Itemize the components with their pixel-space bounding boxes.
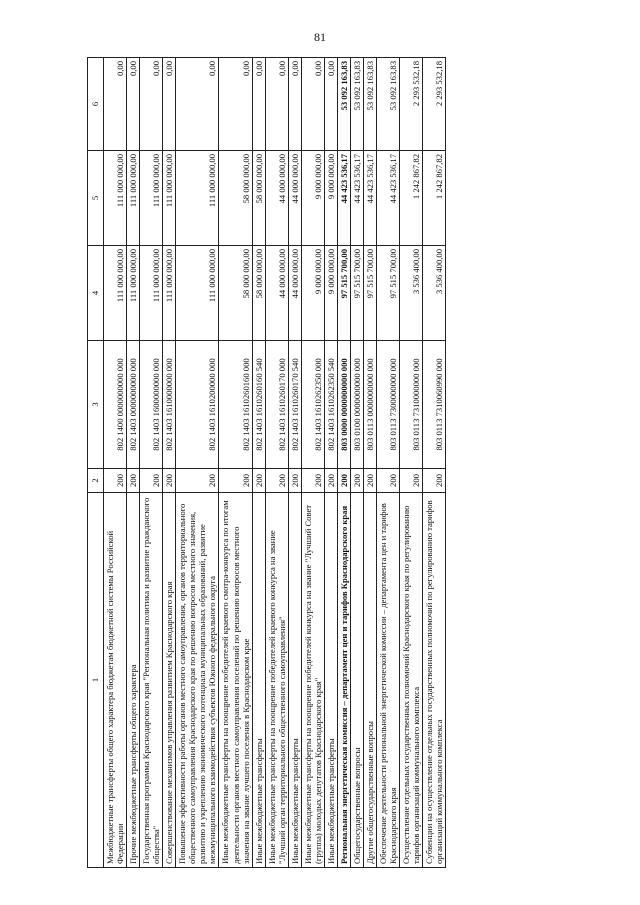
row-approved: 44 000 000,00 <box>265 246 288 341</box>
col-header-5: 5 <box>88 151 104 246</box>
row-approved: 97 515 700,00 <box>337 246 350 341</box>
row-approved: 97 515 700,00 <box>350 246 363 341</box>
row-remaining: 0,00 <box>324 58 337 151</box>
table-row <box>163 58 176 868</box>
row-name: Субвенции на осуществление отдельных государственных полномочий по регулированию тарифов организаций коммунального комплекса <box>423 493 446 868</box>
row-name: Общегосударственные вопросы <box>350 493 363 868</box>
row-name: Иные межбюджетные трансферты на поощрение победителей конкурса на звание "Лучший Совет (группа) молодых депутатов Краснодарского края" <box>301 493 324 868</box>
row-remaining: 53 092 163,83 <box>337 58 350 151</box>
row-name: Совершенствование механизмов управления развитием Краснодарского края <box>163 493 176 868</box>
table-row <box>127 58 140 868</box>
row-remaining: 53 092 163,83 <box>350 58 363 151</box>
page-number: 81 <box>314 30 326 44</box>
row-approved: 3 536 400,00 <box>423 246 446 341</box>
rotated-table-wrapper <box>87 58 552 868</box>
row-approved: 111 000 000,00 <box>104 246 127 341</box>
row-approved: 9 000 000,00 <box>324 246 337 341</box>
row-remaining: 0,00 <box>265 58 288 151</box>
row-executed: 1 242 867,82 <box>400 151 423 246</box>
row-kbk: 802 1403 1610260170 000 <box>265 341 288 469</box>
table-row <box>219 58 252 868</box>
row-code: 200 <box>364 469 377 493</box>
row-name: Региональная энергетическая комиссия – департамент цен и тарифов Краснодарского края <box>337 493 350 868</box>
row-executed: 44 000 000,00 <box>288 151 301 246</box>
row-executed: 44 423 536,17 <box>364 151 377 246</box>
table-row <box>377 58 400 868</box>
row-remaining: 0,00 <box>140 58 163 151</box>
table-row <box>301 58 324 868</box>
row-name: Межбюджетные трансферты общего характера бюджетам бюджетной системы Российской Федерации <box>104 493 127 868</box>
row-code: 200 <box>400 469 423 493</box>
row-executed: 9 000 000,00 <box>301 151 324 246</box>
row-name: Иные межбюджетные трансферты <box>252 493 265 868</box>
col-header-4: 4 <box>88 246 104 341</box>
row-code: 200 <box>127 469 140 493</box>
row-executed: 1 242 867,82 <box>423 151 446 246</box>
row-executed: 44 423 536,17 <box>377 151 400 246</box>
row-kbk: 802 1400 0000000000 000 <box>104 341 127 469</box>
header-row <box>88 58 104 868</box>
row-name: Иные межбюджетные трансферты <box>288 493 301 868</box>
row-remaining: 53 092 163,83 <box>377 58 400 151</box>
row-name: Прочие межбюджетные трансферты общего характера <box>127 493 140 868</box>
row-name: Иные межбюджетные трансферты на поощрение победителей краевого смотра-конкурса по итогам деятельности органов местного самоуправления поселений по решению вопросов местного значения на звание лучшего поселения в Краснодарском крае <box>219 493 252 868</box>
row-kbk: 803 0000 0000000000 000 <box>337 341 350 469</box>
row-executed: 111 000 000,00 <box>140 151 163 246</box>
row-code: 200 <box>324 469 337 493</box>
row-executed: 111 000 000,00 <box>127 151 140 246</box>
row-kbk: 803 0100 0000000000 000 <box>350 341 363 469</box>
row-approved: 58 000 000,00 <box>219 246 252 341</box>
row-executed: 111 000 000,00 <box>104 151 127 246</box>
row-remaining: 0,00 <box>163 58 176 151</box>
table-row <box>140 58 163 868</box>
row-remaining: 2 293 532,18 <box>400 58 423 151</box>
table-row <box>104 58 127 868</box>
row-remaining: 0,00 <box>288 58 301 151</box>
table-row <box>265 58 288 868</box>
row-approved: 111 000 000,00 <box>140 246 163 341</box>
row-code: 200 <box>104 469 127 493</box>
row-approved: 44 000 000,00 <box>288 246 301 341</box>
row-code: 200 <box>301 469 324 493</box>
row-kbk: 802 1403 1610000000 000 <box>163 341 176 469</box>
row-code: 200 <box>288 469 301 493</box>
row-approved: 111 000 000,00 <box>127 246 140 341</box>
row-code: 200 <box>350 469 363 493</box>
col-header-3: 3 <box>88 341 104 469</box>
row-executed: 111 000 000,00 <box>176 151 219 246</box>
row-kbk: 803 0113 7310060990 000 <box>423 341 446 469</box>
table-row <box>176 58 219 868</box>
row-executed: 44 423 536,17 <box>337 151 350 246</box>
row-approved: 97 515 700,00 <box>377 246 400 341</box>
row-approved: 97 515 700,00 <box>364 246 377 341</box>
row-executed: 111 000 000,00 <box>163 151 176 246</box>
row-kbk: 802 1403 1600000000 000 <box>140 341 163 469</box>
row-kbk: 803 0113 7310000000 000 <box>400 341 423 469</box>
row-remaining: 0,00 <box>219 58 252 151</box>
row-executed: 58 000 000,00 <box>219 151 252 246</box>
row-kbk: 802 1403 1610260160 000 <box>219 341 252 469</box>
row-executed: 44 423 536,17 <box>350 151 363 246</box>
table-row <box>324 58 337 868</box>
table-row <box>364 58 377 868</box>
row-kbk: 802 1403 1610262350 000 <box>301 341 324 469</box>
row-approved: 111 000 000,00 <box>176 246 219 341</box>
row-code: 200 <box>176 469 219 493</box>
row-code: 200 <box>140 469 163 493</box>
row-code: 200 <box>423 469 446 493</box>
table-row <box>337 58 350 868</box>
row-kbk: 802 1403 0000000000 000 <box>127 341 140 469</box>
col-header-6: 6 <box>88 58 104 151</box>
row-remaining: 0,00 <box>104 58 127 151</box>
row-approved: 9 000 000,00 <box>301 246 324 341</box>
row-kbk: 802 1403 1610200000 000 <box>176 341 219 469</box>
row-remaining: 53 092 163,83 <box>364 58 377 151</box>
table-row <box>252 58 265 868</box>
row-kbk: 802 1403 1610260170 540 <box>288 341 301 469</box>
table-row <box>288 58 301 868</box>
row-remaining: 2 293 532,18 <box>423 58 446 151</box>
table-row <box>350 58 363 868</box>
row-kbk: 802 1403 1610262350 540 <box>324 341 337 469</box>
row-code: 200 <box>163 469 176 493</box>
row-name: Осуществление отдельных государственных полномочий Краснодарского края по регулированию тарифов организаций коммунального комплекса <box>400 493 423 868</box>
row-kbk: 803 0113 0000000000 000 <box>364 341 377 469</box>
col-header-2: 2 <box>88 469 104 493</box>
row-code: 200 <box>337 469 350 493</box>
row-name: Другие общегосударственные вопросы <box>364 493 377 868</box>
row-name: Повышение эффективности работы органов местного самоуправления, органов территориального общественного самоуправления Краснодарского края по решению вопросов местного значения, развитию и укреплению экономического потенциала муниципальных образований, развитие межмуниципального взаимодействия субъектов Южного федерального округа <box>176 493 219 868</box>
table-row <box>423 58 446 868</box>
row-approved: 58 000 000,00 <box>252 246 265 341</box>
row-kbk: 802 1403 1610260160 540 <box>252 341 265 469</box>
col-header-1: 1 <box>88 493 104 868</box>
row-approved: 111 000 000,00 <box>163 246 176 341</box>
row-remaining: 0,00 <box>301 58 324 151</box>
row-executed: 58 000 000,00 <box>252 151 265 246</box>
row-name: Обеспечение деятельности региональной энергетической комиссии – департамента цен и тарифов Краснодарского края <box>377 493 400 868</box>
row-executed: 9 000 000,00 <box>324 151 337 246</box>
row-name: Государственная программа Краснодарского края "Региональная политика и развитие гражданского общества" <box>140 493 163 868</box>
row-code: 200 <box>252 469 265 493</box>
row-remaining: 0,00 <box>252 58 265 151</box>
budget-table <box>87 57 446 868</box>
row-kbk: 803 0113 7300000000 000 <box>377 341 400 469</box>
row-code: 200 <box>219 469 252 493</box>
row-remaining: 0,00 <box>176 58 219 151</box>
table-body <box>104 58 446 868</box>
row-name: Иные межбюджетные трансферты <box>324 493 337 868</box>
row-approved: 3 536 400,00 <box>400 246 423 341</box>
row-name: Иные межбюджетные трансферты на поощрение победителей краевого конкурса на звание "Лучший орган территориального общественного самоуправления" <box>265 493 288 868</box>
row-executed: 44 000 000,00 <box>265 151 288 246</box>
row-code: 200 <box>377 469 400 493</box>
row-remaining: 0,00 <box>127 58 140 151</box>
row-code: 200 <box>265 469 288 493</box>
table-row <box>400 58 423 868</box>
